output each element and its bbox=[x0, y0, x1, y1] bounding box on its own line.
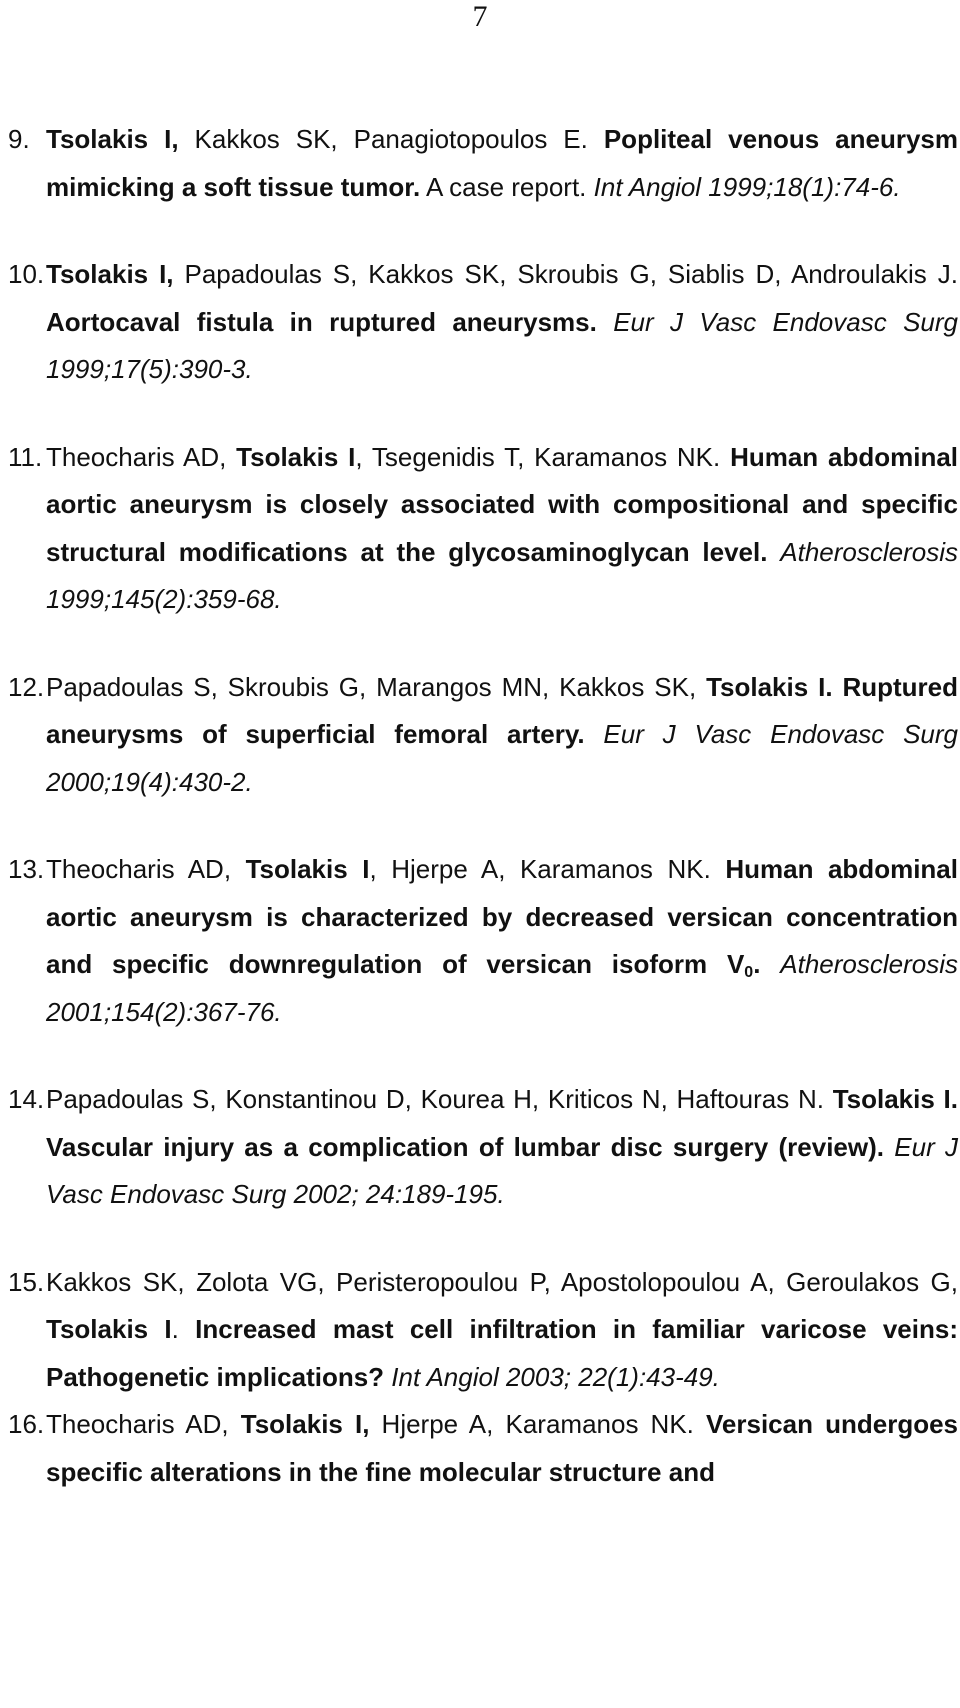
reference-9 bbox=[8, 116, 958, 211]
reference-number: 13. bbox=[8, 854, 45, 884]
reference-title: Versican undergoes specific alterations in the fine molecular structure and bbox=[46, 1409, 959, 1487]
reference-title: Ruptured aneurysms of superficial femoral artery. bbox=[46, 671, 958, 749]
reference-title: Human abdominal aortic aneurysm is characterized by decreased versican concentration and specific downregulation of versican isoform $V_0$. bbox=[46, 854, 958, 981]
reference-authors: Kakkos SK, Panagiotopoulos E. bbox=[178, 124, 604, 154]
reference-11 bbox=[8, 434, 958, 624]
reference-number: 11. bbox=[8, 441, 43, 472]
reference-title: Vascular injury as a complication of lumbar disc surgery (review). bbox=[46, 1131, 884, 1162]
reference-title: Aortocaval fistula in ruptured aneurysms. bbox=[46, 306, 597, 337]
reference-authors-cont: . bbox=[171, 1314, 196, 1344]
reference-title: Increased mast cell infiltration in familiar varicose veins: Pathogenetic implications? bbox=[46, 1314, 958, 1392]
reference-authors-cont: , Hjerpe A, Karamanos NK. bbox=[369, 854, 726, 884]
reference-journal: Atherosclerosis 2001;154(2):367-76. bbox=[46, 949, 958, 1027]
reference-journal: Eur J Vasc Endovasc Surg 2000;19(4):430-2. bbox=[46, 719, 959, 797]
reference-journal: Eur J Vasc Endovasc Surg 2002; 24:189-195. bbox=[46, 1131, 958, 1209]
reference-author-highlight: Tsolakis I bbox=[245, 854, 370, 884]
reference-author-highlight: Tsolakis I. bbox=[832, 1084, 958, 1114]
reference-number: 16. bbox=[8, 1409, 45, 1439]
reference-author-highlight: Tsolakis I, bbox=[46, 124, 179, 154]
reference-author-highlight: Tsolakis I, bbox=[46, 259, 174, 289]
reference-journal: Eur J Vasc Endovasc Surg 1999;17(5):390-3. bbox=[46, 306, 958, 384]
reference-authors-cont: , Tsegenidis T, Karamanos NK. bbox=[355, 441, 731, 472]
reference-author-highlight: Tsolakis I. bbox=[706, 671, 833, 702]
reference-author-highlight: Tsolakis I, bbox=[240, 1409, 370, 1439]
reference-author-highlight: Tsolakis I bbox=[46, 1314, 172, 1344]
reference-journal: Int Angiol 1999;18(1):74-6. bbox=[593, 171, 901, 202]
reference-authors-cont: Hjerpe A, Karamanos NK. bbox=[369, 1409, 707, 1439]
page-number: 7 bbox=[472, 0, 488, 33]
reference-authors: Papadoulas S, Konstantinou D, Kourea H, Kriticos N, Haftouras N. bbox=[46, 1084, 833, 1114]
reference-number: 9. bbox=[8, 124, 30, 154]
reference-number: 15. bbox=[8, 1266, 45, 1297]
reference-authors: Papadoulas S, Kakkos SK, Skroubis G, Siablis D, Androulakis J. bbox=[173, 259, 958, 289]
reference-journal: Atherosclerosis 1999;145(2):359-68. bbox=[46, 536, 958, 614]
reference-number: 10. bbox=[8, 259, 45, 289]
reference-list bbox=[8, 116, 958, 1496]
reference-14 bbox=[8, 1076, 958, 1219]
reference-authors: Kakkos SK, Zolota VG, Peristeropoulou P, Apostolopoulou A, Geroulakos G, bbox=[46, 1266, 958, 1297]
reference-number: 14. bbox=[8, 1084, 45, 1114]
reference-10 bbox=[8, 251, 958, 394]
reference-16 bbox=[8, 1401, 958, 1496]
reference-title: Popliteal venous aneurysm mimicking a soft tissue tumor. bbox=[46, 124, 958, 202]
reference-author-highlight: Tsolakis I bbox=[236, 441, 356, 472]
reference-12 bbox=[8, 664, 958, 807]
reference-13 bbox=[8, 846, 958, 1036]
reference-journal: Int Angiol 2003; 22(1):43-49. bbox=[391, 1361, 720, 1392]
reference-authors: Theocharis AD, bbox=[46, 854, 246, 884]
reference-authors: Theocharis AD, bbox=[46, 1409, 241, 1439]
reference-note: A case report. bbox=[420, 171, 594, 202]
reference-number: 12. bbox=[8, 671, 45, 702]
reference-15 bbox=[8, 1259, 958, 1402]
reference-title: Human abdominal aortic aneurysm is closely associated with compositional and specific structural modifications at the glycosaminoglycan level. bbox=[46, 441, 959, 567]
subscript-zero: 0 bbox=[744, 964, 754, 981]
reference-authors: Theocharis AD, bbox=[46, 441, 237, 472]
reference-authors: Papadoulas S, Skroubis G, Marangos MN, Kakkos SK, bbox=[46, 671, 707, 702]
